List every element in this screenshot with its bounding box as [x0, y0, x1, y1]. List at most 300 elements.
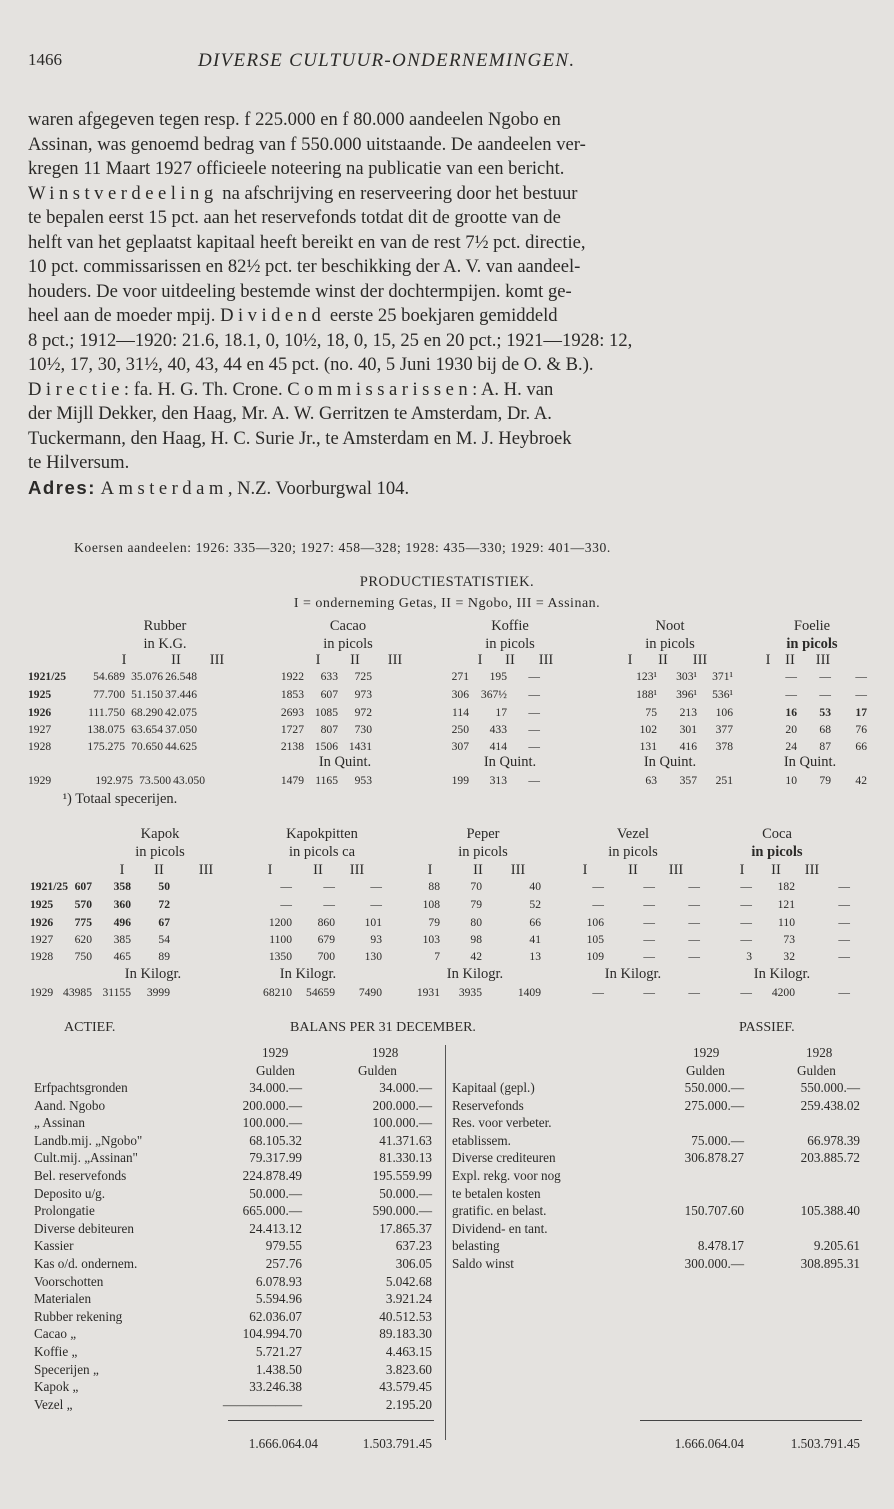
- data-cell: —: [785, 670, 797, 683]
- asset-label: Materialen: [34, 1291, 92, 1306]
- column-header: II: [771, 862, 781, 878]
- data-cell: 114: [452, 706, 469, 719]
- spaced-term: Commissarissen: [287, 378, 473, 400]
- data-cell: 123¹: [636, 670, 657, 683]
- liability-label: etablissem.: [452, 1133, 511, 1148]
- data-cell: —: [838, 898, 850, 911]
- data-cell: 620: [74, 933, 92, 946]
- data-cell: 26.548: [165, 670, 197, 683]
- text-line: [28, 182, 866, 207]
- text-run: eerste 25 boekjaren gemiddeld: [325, 305, 558, 326]
- liability-label: Res. voor verbeter.: [452, 1115, 552, 1130]
- data-cell: 536¹: [712, 688, 733, 701]
- column-header: III: [209, 652, 225, 668]
- data-cell: 70: [470, 880, 482, 893]
- year-label: 1921/25: [28, 670, 67, 683]
- data-cell: 44.625: [165, 740, 197, 753]
- asset-value-1929: 6.078.93: [255, 1274, 302, 1289]
- asset-value-1928: 40.512.53: [379, 1309, 432, 1324]
- data-cell: 607: [74, 880, 92, 893]
- group-unit: in picols: [645, 636, 695, 652]
- data-cell: —: [740, 898, 752, 911]
- group-header: Rubber: [143, 618, 187, 634]
- asset-label: Landb.mij. „Ngobo": [34, 1133, 143, 1148]
- data-cell: —: [528, 670, 540, 683]
- data-cell: 973: [354, 688, 372, 701]
- data-cell: 1506: [314, 740, 338, 753]
- data-cell: 251: [715, 774, 733, 787]
- liability-value-1929: 150.707.60: [684, 1203, 744, 1218]
- data-cell: —: [643, 950, 655, 963]
- liability-value-1929: 275.000.—: [684, 1098, 744, 1113]
- data-cell: 725: [354, 670, 372, 683]
- data-cell: —: [643, 986, 655, 999]
- data-cell: —: [838, 986, 850, 999]
- column-header: II: [350, 652, 360, 668]
- column-header: I: [121, 652, 127, 668]
- data-cell: 16: [785, 706, 797, 719]
- column-header: I: [119, 862, 125, 878]
- asset-value-1928: 100.000.—: [372, 1115, 432, 1130]
- asset-value-1929: 5.721.27: [255, 1344, 302, 1359]
- asset-value-1928: 195.559.99: [372, 1168, 432, 1183]
- liability-value-1928: 203.885.72: [800, 1150, 860, 1165]
- data-cell: 730: [354, 723, 372, 736]
- data-cell: 396¹: [676, 688, 697, 701]
- data-cell: 250: [451, 723, 469, 736]
- group-unit: in picols: [323, 636, 373, 652]
- text-run: na afschrijving en reserveering door het bestuur: [217, 182, 578, 204]
- data-cell: 102: [639, 723, 657, 736]
- data-cell: 54659: [306, 986, 335, 999]
- liability-value-1929: 300.000.—: [684, 1256, 744, 1271]
- text-line: te bepalen eerst 15 pct. aan het reservefonds totdat dit de grootte van de: [28, 207, 561, 228]
- data-cell: 271: [451, 670, 469, 683]
- year-header: 1929: [262, 1045, 289, 1060]
- balance-title: BALANS PER 31 DECEMBER.: [290, 1020, 476, 1035]
- year-label: 1925: [30, 898, 54, 911]
- data-cell: 416: [679, 740, 697, 753]
- data-cell: —: [855, 670, 867, 683]
- asset-value-1928: 200.000.—: [372, 1098, 432, 1113]
- unit-label: In Quint.: [318, 754, 372, 770]
- data-cell: —: [280, 880, 292, 893]
- data-cell: 131: [639, 740, 657, 753]
- data-cell: 54: [158, 933, 170, 946]
- data-cell: 13: [529, 950, 541, 963]
- data-cell: —: [838, 916, 850, 929]
- total-rule: [640, 1420, 862, 1421]
- data-cell: —: [688, 933, 700, 946]
- group-header: Kapok: [140, 826, 180, 842]
- data-cell: —: [819, 688, 831, 701]
- data-cell: 195: [489, 670, 507, 683]
- data-cell: 607: [320, 688, 338, 701]
- group-unit: in picols: [135, 844, 185, 860]
- data-cell: —: [740, 986, 752, 999]
- text-line: der Mijll Dekker, den Haag, Mr. A. W. Gerritzen te Amsterdam, Dr. A.: [28, 403, 552, 424]
- data-cell: 972: [354, 706, 372, 719]
- text-line: Tuckermann, den Haag, H. C. Surie Jr., te Amsterdam en M. J. Heybroek: [28, 427, 572, 449]
- asset-value-1929: 1.438.50: [255, 1362, 302, 1377]
- group-unit: in picols: [608, 844, 658, 860]
- asset-label: Kas o/d. ondernem.: [34, 1256, 138, 1271]
- liability-label: Saldo winst: [452, 1256, 514, 1271]
- unit-label: In Kilogr.: [604, 966, 662, 982]
- data-cell: 63: [645, 774, 657, 787]
- asset-label: Deposito u/g.: [34, 1186, 106, 1201]
- data-cell: 1431: [348, 740, 372, 753]
- data-cell: 121: [777, 898, 795, 911]
- data-cell: 75: [645, 706, 657, 719]
- asset-label: Prolongatie: [34, 1203, 95, 1218]
- asset-value-1928: 89.183.30: [379, 1326, 432, 1341]
- liability-value-1928: 550.000.—: [800, 1080, 860, 1095]
- unit-header: Gulden: [686, 1063, 725, 1078]
- asset-total-1929: 1.666.064.04: [248, 1436, 318, 1451]
- data-cell: 213: [679, 706, 697, 719]
- spaced-term: Winstverdeeling: [28, 182, 218, 204]
- column-header: III: [668, 862, 684, 878]
- group-header: Cacao: [329, 618, 367, 634]
- spaced-term: Amsterdam: [100, 477, 228, 499]
- data-cell: —: [688, 986, 700, 999]
- data-cell: —: [643, 933, 655, 946]
- group-header: Coca: [762, 826, 792, 842]
- column-header: II: [785, 652, 795, 668]
- data-cell: 570: [74, 898, 92, 911]
- data-cell: 192.975: [95, 774, 133, 787]
- data-cell: 43985: [63, 986, 92, 999]
- unit-header: Gulden: [358, 1063, 397, 1078]
- data-cell: 66: [529, 916, 541, 929]
- column-header: III: [815, 652, 831, 668]
- column-header: I: [627, 652, 633, 668]
- column-header: I: [477, 652, 483, 668]
- data-cell: 1727: [280, 723, 304, 736]
- address-line: [28, 476, 866, 502]
- asset-label: Cult.mij. „Assinan": [34, 1150, 138, 1165]
- asset-value-1929: 104.994.70: [242, 1326, 302, 1341]
- year-label: 1921/25: [30, 880, 69, 893]
- year-label: 1925: [28, 688, 52, 701]
- text-line: 10 pct. commissarissen en 82½ pct. ter beschikking der A. V. van aandeel-: [28, 256, 581, 277]
- group-unit: in K.G.: [143, 636, 187, 652]
- spaced-term: Directie: [28, 378, 124, 400]
- text-line: 10½, 17, 30, 31½, 40, 43, 44 en 45 pct. (no. 40, 5 Juni 1930 bij de O. & B.).: [28, 354, 594, 375]
- share-prices: Koersen aandeelen: 1926: 335—320; 1927: 458—328; 1928: 435—330; 1929: 401—330.: [74, 540, 611, 555]
- asset-value-1928: 3.823.60: [385, 1362, 432, 1377]
- data-cell: 37.446: [165, 688, 197, 701]
- data-cell: 1409: [517, 986, 541, 999]
- data-cell: —: [528, 688, 540, 701]
- column-header: I: [315, 652, 321, 668]
- column-header: II: [505, 652, 515, 668]
- data-cell: 109: [586, 950, 604, 963]
- text-line: 8 pct.; 1912—1920: 21.6, 18.1, 0, 10½, 18, 0, 15, 25 en 20 pct.; 1921—1928: 12,: [28, 329, 633, 351]
- column-header: III: [538, 652, 554, 668]
- asset-value-1928: 41.371.63: [379, 1133, 432, 1148]
- group-header: Peper: [466, 826, 500, 842]
- asset-value-1929: 79.317.99: [249, 1150, 302, 1165]
- text-line: [28, 378, 866, 403]
- liability-value-1928: 66.978.39: [807, 1133, 860, 1148]
- data-cell: 31155: [102, 986, 131, 999]
- text-line: waren afgegeven tegen resp. f 225.000 en f 80.000 aandeelen Ngobo en: [28, 109, 561, 130]
- asset-value-1929: 224.878.49: [242, 1168, 302, 1183]
- asset-value-1928: 2.195.20: [385, 1397, 432, 1412]
- asset-value-1928: 3.921.24: [385, 1291, 432, 1306]
- data-cell: —: [838, 950, 850, 963]
- text-run: , N.Z. Voorburgwal 104.: [227, 477, 410, 499]
- asset-label: Bel. reservefonds: [34, 1168, 127, 1183]
- data-cell: 87: [819, 740, 831, 753]
- text-line: kregen 11 Maart 1927 officieele noteering na publicatie van een bericht.: [28, 158, 565, 179]
- asset-label: „ Assinan: [34, 1115, 85, 1130]
- data-cell: 860: [317, 916, 335, 929]
- group-unit: in picols: [786, 636, 838, 652]
- spaced-term: Dividend: [220, 305, 326, 326]
- group-unit: in picols: [751, 844, 803, 860]
- data-cell: 301: [679, 723, 697, 736]
- column-header: II: [313, 862, 323, 878]
- unit-label: In Quint.: [783, 754, 837, 770]
- data-cell: 72: [158, 898, 170, 911]
- data-cell: 89: [158, 950, 170, 963]
- year-header: 1929: [693, 1045, 720, 1060]
- asset-value-1929: 68.105.32: [249, 1133, 302, 1148]
- group-header: Koffie: [491, 618, 529, 634]
- data-cell: 80: [470, 916, 482, 929]
- passief-label: PASSIEF.: [739, 1020, 795, 1035]
- unit-header: Gulden: [256, 1063, 295, 1078]
- year-label: 1928: [30, 950, 54, 963]
- column-header: II: [171, 652, 181, 668]
- data-cell: 79: [470, 898, 482, 911]
- data-cell: 1100: [269, 933, 292, 946]
- column-header: III: [804, 862, 820, 878]
- data-cell: 43.050: [173, 774, 205, 787]
- data-cell: 103: [422, 933, 440, 946]
- data-cell: 313: [489, 774, 507, 787]
- liability-label: gratific. en belast.: [452, 1203, 547, 1218]
- group-header: Vezel: [616, 826, 650, 842]
- group-header: Noot: [655, 618, 685, 634]
- year-label: 1927: [28, 723, 52, 736]
- data-cell: 182: [777, 880, 795, 893]
- asset-value-1928: 590.000.—: [372, 1203, 432, 1218]
- data-cell: 1922: [280, 670, 304, 683]
- body-paragraph: [28, 108, 866, 501]
- asset-value-1929: 24.413.12: [249, 1221, 302, 1236]
- actief-label: ACTIEF.: [64, 1020, 116, 1035]
- data-cell: 367½: [480, 688, 507, 701]
- data-cell: —: [528, 706, 540, 719]
- data-cell: 42: [855, 774, 867, 787]
- asset-value-1928: 5.042.68: [385, 1274, 432, 1289]
- year-label: 1927: [30, 933, 54, 946]
- data-cell: —: [528, 740, 540, 753]
- liability-label: Dividend- en tant.: [452, 1221, 548, 1236]
- data-cell: 35.076: [131, 670, 163, 683]
- group-unit: in picols: [485, 636, 535, 652]
- data-cell: —: [370, 898, 382, 911]
- data-cell: 3: [746, 950, 752, 963]
- data-cell: 63.654: [131, 723, 163, 736]
- unit-label: In Kilogr.: [124, 966, 182, 982]
- data-cell: 199: [451, 774, 469, 787]
- data-cell: 175.275: [87, 740, 125, 753]
- data-cell: 371¹: [712, 670, 733, 683]
- data-cell: —: [592, 986, 604, 999]
- asset-value-1929: 979.55: [265, 1238, 302, 1253]
- liability-label: te betalen kosten: [452, 1186, 541, 1201]
- data-cell: 111.750: [88, 706, 125, 719]
- unit-header: Gulden: [797, 1063, 836, 1078]
- year-label: 1926: [28, 706, 52, 719]
- liability-value-1929: 550.000.—: [684, 1080, 744, 1095]
- data-cell: 40: [529, 880, 541, 893]
- data-cell: 303¹: [676, 670, 697, 683]
- data-cell: —: [688, 880, 700, 893]
- liability-label: Expl. rekg. voor nog: [452, 1168, 561, 1183]
- data-cell: 306: [451, 688, 469, 701]
- total-rule: [228, 1420, 434, 1421]
- data-cell: 106: [586, 916, 604, 929]
- asset-label: Aand. Ngobo: [34, 1098, 106, 1113]
- data-cell: 105: [586, 933, 604, 946]
- liability-value-1928: 308.895.31: [800, 1256, 860, 1271]
- asset-label: Erfpachtsgronden: [34, 1080, 128, 1095]
- year-label: 1928: [28, 740, 52, 753]
- production-title: PRODUCTIESTATISTIEK.: [359, 574, 535, 590]
- asset-value-1929: 665.000.—: [242, 1203, 302, 1218]
- data-cell: 750: [74, 950, 92, 963]
- data-cell: —: [323, 880, 335, 893]
- asset-label: Koffie „: [34, 1344, 78, 1359]
- data-cell: 4200: [771, 986, 795, 999]
- data-cell: —: [688, 950, 700, 963]
- data-cell: 52: [529, 898, 541, 911]
- data-cell: 98: [470, 933, 482, 946]
- data-cell: 496: [113, 916, 131, 929]
- liability-label: belasting: [452, 1238, 500, 1253]
- data-cell: 108: [422, 898, 440, 911]
- data-cell: 93: [370, 933, 382, 946]
- liability-value-1929: 75.000.—: [691, 1133, 744, 1148]
- asset-value-1928: 81.330.13: [379, 1150, 432, 1165]
- column-header: I: [765, 652, 771, 668]
- column-header: I: [427, 862, 433, 878]
- data-cell: 7490: [358, 986, 382, 999]
- data-cell: 106: [715, 706, 733, 719]
- data-cell: —: [740, 880, 752, 893]
- data-cell: 2138: [280, 740, 304, 753]
- asset-value-1929: 33.246.38: [249, 1379, 302, 1394]
- group-header: Kapokpitten: [286, 826, 358, 842]
- data-cell: 110: [778, 916, 795, 929]
- asset-label: Voorschotten: [34, 1274, 104, 1289]
- data-cell: 67: [158, 916, 170, 929]
- data-cell: —: [785, 688, 797, 701]
- running-title: DIVERSE CULTUUR-ONDERNEMINGEN.: [198, 50, 576, 71]
- data-cell: 138.075: [87, 723, 125, 736]
- unit-label: In Quint.: [643, 754, 697, 770]
- data-cell: —: [838, 933, 850, 946]
- data-cell: 3999: [146, 986, 170, 999]
- column-header: III: [349, 862, 365, 878]
- data-cell: 775: [74, 916, 92, 929]
- data-cell: —: [819, 670, 831, 683]
- asset-label: Kapok „: [34, 1379, 79, 1394]
- column-header: II: [628, 862, 638, 878]
- data-cell: 700: [317, 950, 335, 963]
- footnote: ¹) Totaal specerijen.: [62, 791, 178, 807]
- data-cell: —: [643, 880, 655, 893]
- text-run: : fa. H. G. Th. Crone.: [123, 378, 288, 400]
- text-run: heel aan de moeder mpij.: [28, 305, 221, 326]
- data-cell: 188¹: [636, 688, 657, 701]
- column-header: I: [739, 862, 745, 878]
- data-cell: 101: [364, 916, 382, 929]
- text-run: : A. H. van: [472, 378, 554, 400]
- data-cell: 37.050: [165, 723, 197, 736]
- data-cell: 433: [489, 723, 507, 736]
- data-cell: 377: [715, 723, 733, 736]
- liability-value-1929: 8.478.17: [697, 1238, 744, 1253]
- liability-value-1928: 259.438.02: [800, 1098, 860, 1113]
- data-cell: 358: [113, 880, 131, 893]
- group-unit: in picols ca: [288, 844, 356, 860]
- data-cell: 70.650: [131, 740, 163, 753]
- asset-value-1928: 637.23: [395, 1238, 432, 1253]
- asset-value-1929: 50.000.—: [249, 1186, 302, 1201]
- text-line: helft van het geplaatst kapitaal heeft bereikt en van de rest 7½ pct. directie,: [28, 231, 586, 253]
- data-cell: 42.075: [165, 706, 197, 719]
- data-cell: 1931: [416, 986, 440, 999]
- year-label: 1929: [30, 986, 54, 999]
- column-header: III: [198, 862, 214, 878]
- data-cell: 3935: [458, 986, 482, 999]
- asset-label: Diverse debiteuren: [34, 1221, 134, 1236]
- asset-value-1929: 5.594.96: [255, 1291, 302, 1306]
- asset-value-1928: 4.463.15: [385, 1344, 432, 1359]
- data-cell: —: [528, 723, 540, 736]
- text-line: Assinan, was genoemd bedrag van f 550.000 uitstaande. De aandeelen ver-: [28, 133, 586, 155]
- data-cell: —: [280, 898, 292, 911]
- data-cell: 1350: [268, 950, 292, 963]
- group-unit: in picols: [458, 844, 508, 860]
- liability-value-1928: 105.388.40: [800, 1203, 860, 1218]
- liability-total-1929: 1.666.064.04: [674, 1436, 744, 1451]
- data-cell: —: [688, 916, 700, 929]
- data-cell: 17: [495, 706, 507, 719]
- asset-value-1929: 100.000.—: [242, 1115, 302, 1130]
- data-cell: 32: [783, 950, 795, 963]
- asset-value-1929: 34.000.—: [249, 1080, 302, 1095]
- data-cell: —: [592, 880, 604, 893]
- asset-value-1929: 200.000.—: [242, 1098, 302, 1113]
- data-cell: —: [323, 898, 335, 911]
- data-cell: 54.689: [93, 670, 125, 683]
- asset-label: Cacao „: [34, 1326, 77, 1341]
- asset-total-1928: 1.503.791.45: [362, 1436, 432, 1451]
- asset-label: Kassier: [34, 1238, 74, 1253]
- year-label: 1926: [30, 916, 54, 929]
- asset-value-1928: 17.865.37: [379, 1221, 432, 1236]
- asset-value-1928: 50.000.—: [379, 1186, 432, 1201]
- page-number: 1466: [28, 50, 62, 69]
